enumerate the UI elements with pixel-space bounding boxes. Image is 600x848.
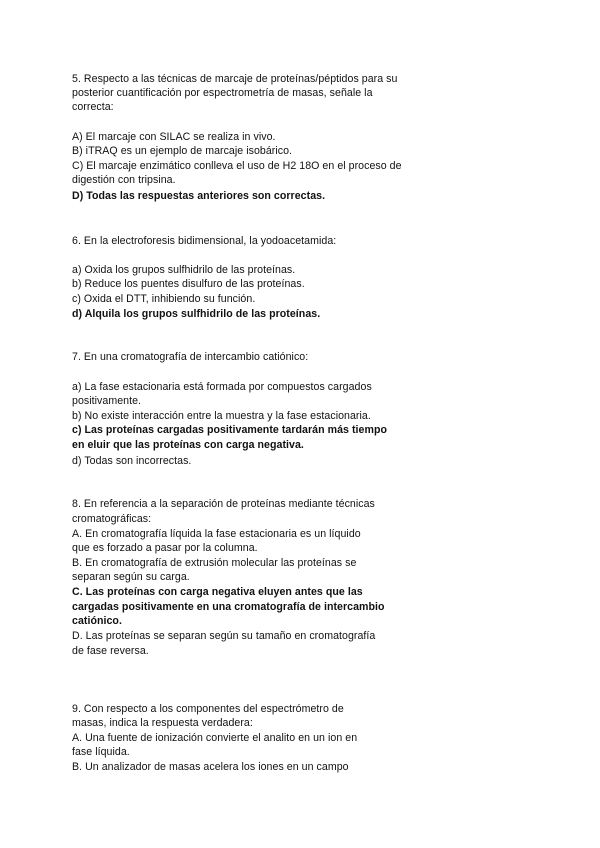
question-6-stem: 6. En la electroforesis bidimensional, la yodoacetamida:: [72, 235, 337, 247]
question-5-option-d-correct: D) Todas las respuestas anteriores son correctas.: [72, 190, 326, 202]
question-8-stem-line-2: cromatográficas:: [72, 513, 152, 525]
question-7-option-a-line-2: positivamente.: [72, 395, 142, 407]
question-9-option-a-line-1: A. Una fuente de ionización convierte el analito en un ion en: [72, 732, 358, 744]
question-7-option-d: d) Todas son incorrectas.: [72, 455, 192, 467]
question-9-stem-line-2: masas, indica la respuesta verdadera:: [72, 717, 253, 729]
question-8-stem-line-1: 8. En referencia a la separación de proteínas mediante técnicas: [72, 498, 375, 510]
question-8-option-d-line-1: D. Las proteínas se separan según su tamaño en cromatografía: [72, 630, 376, 642]
question-8-option-a-line-2: que es forzado a pasar por la columna.: [72, 542, 258, 554]
question-9-option-a-line-2: fase líquida.: [72, 746, 130, 758]
question-7-option-a-line-1: a) La fase estacionaria está formada por compuestos cargados: [72, 381, 372, 393]
question-7-option-b: b) No existe interacción entre la muestra y la fase estacionaria.: [72, 410, 371, 422]
question-8-option-c-correct-line-2: cargadas positivamente en una cromatografía de intercambio: [72, 601, 385, 613]
question-8-option-b-line-2: separan según su carga.: [72, 571, 190, 583]
question-5-option-b: B) iTRAQ es un ejemplo de marcaje isobárico.: [72, 145, 293, 157]
question-8-option-c-correct-line-1: C. Las proteínas con carga negativa eluyen antes que las: [72, 586, 363, 598]
question-7-stem: 7. En una cromatografía de intercambio catiónico:: [72, 351, 309, 363]
question-5-stem-line-3: correcta:: [72, 101, 114, 113]
question-5-stem-line-2: posterior cuantificación por espectrometría de masas, señale la: [72, 87, 373, 99]
question-5-stem-line-1: 5. Respecto a las técnicas de marcaje de proteínas/péptidos para su: [72, 73, 398, 85]
question-8-option-a-line-1: A. En cromatografía líquida la fase estacionaria es un líquido: [72, 528, 361, 540]
question-6-option-c: c) Oxida el DTT, inhibiendo su función.: [72, 293, 256, 305]
question-5-option-c-line-2: digestión con tripsina.: [72, 174, 176, 186]
question-8-option-d-line-2: de fase reversa.: [72, 645, 149, 657]
question-7-option-c-correct-line-1: c) Las proteínas cargadas positivamente tardarán más tiempo: [72, 424, 387, 436]
question-9-stem-line-1: 9. Con respecto a los componentes del espectrómetro de: [72, 703, 344, 715]
question-5-option-c-line-1: C) El marcaje enzimático conlleva el uso de H2 18O en el proceso de: [72, 160, 402, 172]
question-6-option-b: b) Reduce los puentes disulfuro de las proteínas.: [72, 278, 305, 290]
question-6-option-a: a) Oxida los grupos sulfhidrilo de las proteínas.: [72, 264, 296, 276]
question-9-option-b-line-1: B. Un analizador de masas acelera los iones en un campo: [72, 761, 349, 773]
question-8-option-c-correct-line-3: catiónico.: [72, 615, 122, 627]
question-8-option-b-line-1: B. En cromatografía de extrusión molecular las proteínas se: [72, 557, 357, 569]
question-5-option-a: A) El marcaje con SILAC se realiza in vivo.: [72, 131, 276, 143]
question-6-option-d-correct: d) Alquila los grupos sulfhidrilo de las proteínas.: [72, 308, 321, 320]
question-7-option-c-correct-line-2: en eluir que las proteínas con carga negativa.: [72, 439, 304, 451]
